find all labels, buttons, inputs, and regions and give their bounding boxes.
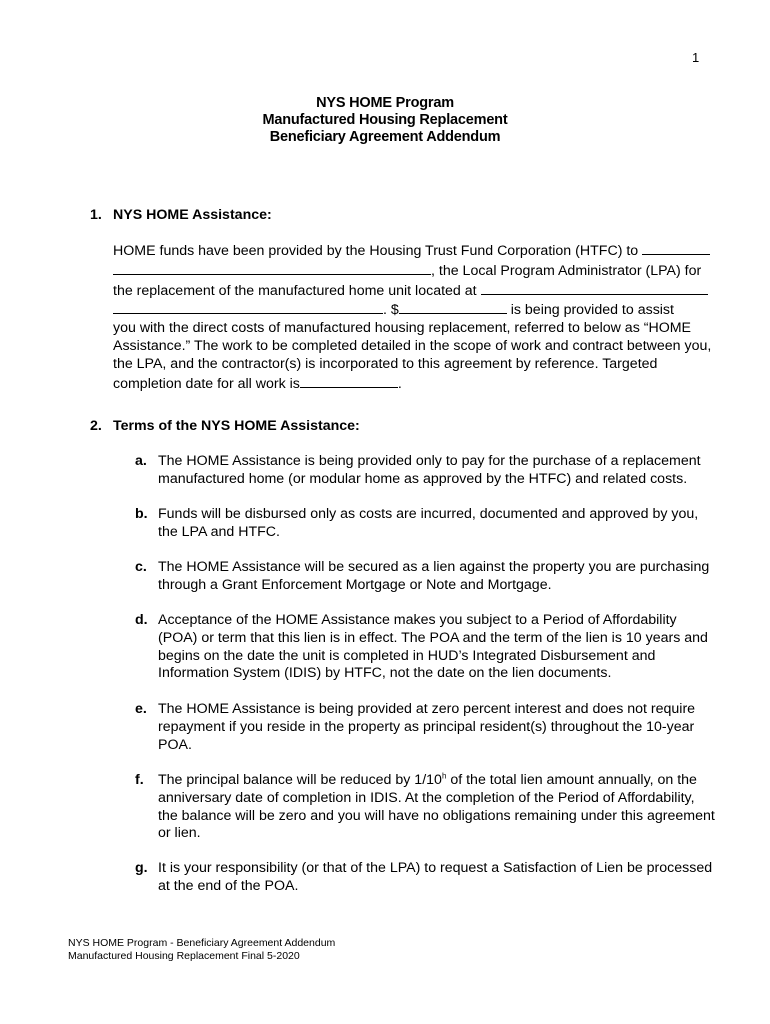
footer-line-2: Manufactured Housing Replacement Final 5-2020 — [68, 950, 300, 962]
s1-line-6: Assistance.” The work to be completed detailed in the scope of work and contract between you, — [113, 337, 712, 354]
item-c-text: The HOME Assistance will be secured as a lien against the property you are purchasing through a Grant Enforcement Mortgage or Note and Mortgage. — [158, 559, 710, 593]
item-g-letter: g. — [135, 860, 148, 876]
item-e-letter: e. — [135, 701, 147, 717]
address-blank-start[interactable] — [481, 281, 708, 295]
section-1-body — [113, 241, 711, 393]
s1-line-2: , the Local Program Administrator (LPA) for — [113, 261, 711, 281]
footer-line-1: NYS HOME Program - Beneficiary Agreement Addendum — [68, 937, 336, 949]
item-b-text: Funds will be disbursed only as costs are incurred, documented and approved by you, the LPA and HTFC. — [158, 506, 699, 540]
s1-line-4: . $ is being provided to assist — [113, 300, 711, 320]
item-a-letter: a. — [135, 453, 147, 469]
page-number: 1 — [692, 50, 700, 65]
s1-line-7: the LPA, and the contractor(s) is incorporated to this agreement by reference. Targeted — [113, 355, 658, 372]
address-blank[interactable] — [113, 300, 383, 314]
item-c-letter: c. — [135, 559, 147, 575]
title-line-3: Beneficiary Agreement Addendum — [269, 129, 501, 145]
item-e-text: The HOME Assistance is being provided at zero percent interest and does not require repayment if you reside in the property as principal resident(s) throughout the 10-year POA. — [158, 701, 696, 753]
s1-line-8: completion date for all work is . — [113, 375, 402, 392]
title-line-1: NYS HOME Program — [316, 95, 454, 111]
item-f-text: The principal balance will be reduced by 1/10$^h$ of the total lien amount annually, on the anniversary date of completion in IDIS. At the completion of the Period of Affordability, the balance will be zero and you will have no obligations remaining under this agreement or lien. — [158, 771, 715, 842]
item-f-letter: f. — [135, 772, 144, 788]
page-footer — [68, 937, 335, 963]
lpa-name-blank-start[interactable] — [642, 241, 710, 255]
item-g-text: It is your responsibility (or that of the LPA) to request a Satisfaction of Lien be processed at the end of the POA. — [158, 860, 713, 894]
item-d-letter: d. — [135, 612, 148, 628]
item-b-letter: b. — [135, 506, 148, 522]
document-title — [0, 95, 770, 146]
item-a-text: The HOME Assistance is being provided only to pay for the purchase of a replacement manufactured home (or modular home as approved by the HTFC) and related costs. — [158, 453, 701, 487]
title-line-2: Manufactured Housing Replacement — [262, 112, 508, 128]
s1-line-5: you with the direct costs of manufactured housing replacement, referred to below as “HOME — [113, 320, 692, 337]
completion-date-blank[interactable] — [300, 374, 398, 388]
s1-line-1: HOME funds have been provided by the Housing Trust Fund Corporation (HTFC) to — [113, 241, 711, 261]
s1-line-3: the replacement of the manufactured home unit located at — [113, 281, 711, 301]
section-1-heading: NYS HOME Assistance: — [113, 207, 272, 223]
section-1-number: 1. — [90, 207, 102, 223]
amount-blank[interactable] — [399, 300, 507, 314]
section-2-number: 2. — [90, 418, 102, 434]
section-2-heading: Terms of the NYS HOME Assistance: — [113, 418, 360, 434]
item-d-text: Acceptance of the HOME Assistance makes you subject to a Period of Affordability (POA) or term that this lien is in effect. The POA and the term of the lien is 10 years and begins on the date the unit is completed in HUD’s Integrated Disbursement and Information System (IDIS) by HTFC, not the date on the lien documents. — [158, 612, 708, 682]
lpa-name-blank[interactable] — [113, 261, 431, 275]
